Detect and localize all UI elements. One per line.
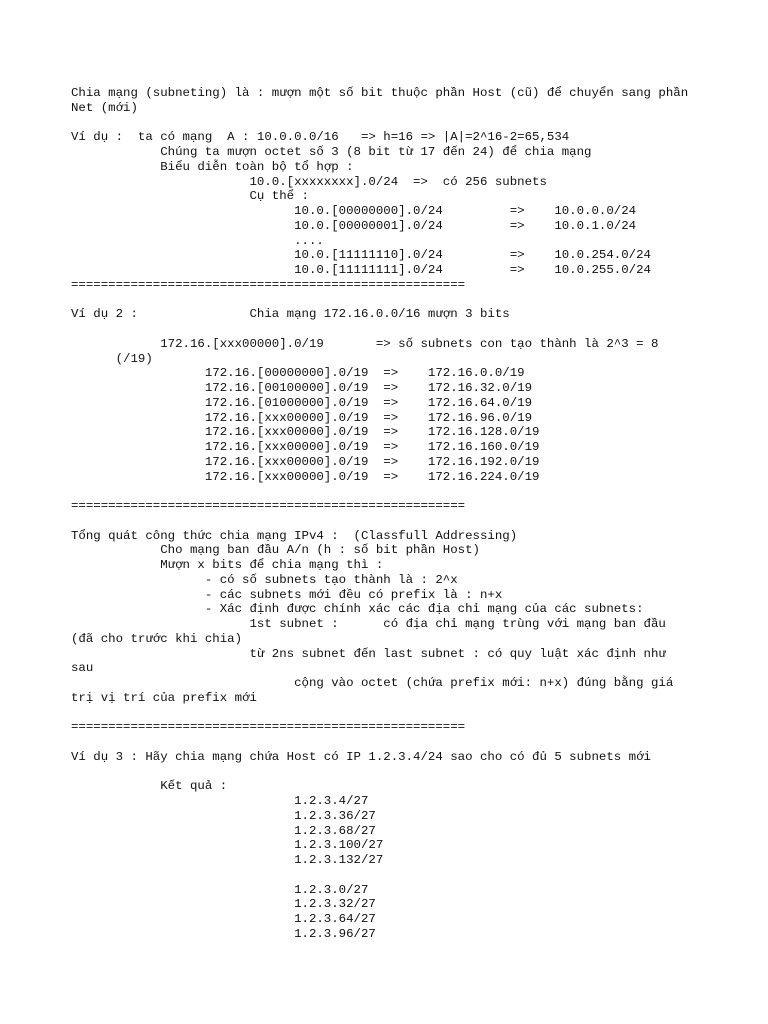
text-line: Cụ thể : [71,189,309,204]
text-line: 172.16.[xxx00000].0/19 => 172.16.96.0/19 [71,410,533,425]
text-line [71,765,688,780]
text-line: 172.16.[xxx00000].0/19 => số subnets con tạo thành là 2^3 = 8 [71,336,659,351]
text-line: 10.0.[11111111].0/24 => 10.0.255.0/24 [71,263,651,277]
text-line: 1.2.3.4/27 [71,794,369,808]
text-line: 10.0.[xxxxxxxx].0/24 => có 256 subnets [71,174,547,189]
text-line: Chia mạng (subneting) là : mượn một số bit thuộc phần Host (cũ) để chuyển sang phần [71,86,689,100]
text-line: 1st subnet : có địa chỉ mạng trùng với mạng ban đầu [71,617,666,631]
text-line [71,293,688,308]
text-line [71,514,688,529]
text-line: Ví dụ 3 : Hãy chia mạng chứa Host có IP 1.2.3.4/24 sao cho có đủ 5 subnets mới [71,749,651,764]
text-line: 10.0.[00000001].0/24 => 10.0.1.0/24 [71,218,637,233]
text-line: Kết quả : [71,779,228,794]
text-line: Mượn x bits để chia mạng thì : [71,558,384,572]
text-line: (đã cho trước khi chia) [71,631,243,646]
text-line: 1.2.3.36/27 [71,808,376,823]
text-line: 1.2.3.64/27 [71,912,376,926]
text-line: từ 2ns subnet đến last subnet : có quy luật xác định như [71,646,666,661]
text-line: 172.16.[01000000].0/19 => 172.16.64.0/19 [71,395,533,410]
text-line: 1.2.3.96/27 [71,926,376,941]
text-line: .... [71,233,324,248]
text-line: - Xác định được chính xác các địa chỉ mạng của các subnets: [71,602,644,617]
text-line: trị vị trí của prefix mới [71,690,257,705]
text-line: Cho mạng ban đầu A/n (h : số bit phần Host) [71,543,480,558]
text-line: 1.2.3.68/27 [71,823,376,838]
text-line [71,868,688,883]
text-line [71,735,688,750]
text-line: Ví dụ 2 : Chia mạng 172.16.0.0/16 mượn 3 bits [71,307,510,322]
text-line: 172.16.[xxx00000].0/19 => 172.16.128.0/19 [71,425,540,440]
text-line: Biểu diễn toàn bộ tổ hợp : [71,159,354,174]
text-line: 1.2.3.0/27 [71,882,369,897]
text-line: (/19) [71,351,153,366]
document-text [71,86,688,942]
text-line: 172.16.[xxx00000].0/19 => 172.16.192.0/19 [71,454,540,469]
text-line [71,116,688,131]
text-line: ===================================================== [71,720,466,735]
text-line: Tổng quát công thức chia mạng IPv4 : (Classfull Addressing) [71,528,518,543]
text-line: 1.2.3.100/27 [71,838,384,853]
text-line: 10.0.[11111110].0/24 => 10.0.254.0/24 [71,248,651,263]
text-line [71,484,688,499]
text-line: - có số subnets tạo thành là : 2^x [71,572,458,587]
text-line: 1.2.3.132/27 [71,853,384,867]
text-line: 172.16.[00100000].0/19 => 172.16.32.0/19 [71,381,533,395]
text-line: ===================================================== [71,499,466,513]
text-line: 172.16.[00000000].0/19 => 172.16.0.0/19 [71,366,525,381]
text-line: 10.0.[00000000].0/24 => 10.0.0.0/24 [71,204,637,218]
text-line [71,322,688,337]
text-line: Net (mới) [71,100,138,115]
text-line [71,706,688,721]
text-line: Ví dụ : ta có mạng A : 10.0.0.0/16 => h=16 => |A|=2^16-2=65,534 [71,130,570,145]
text-line: sau [71,661,94,676]
text-line: 1.2.3.32/27 [71,897,376,912]
text-line: Chúng ta mượn octet số 3 (8 bit từ 17 đến 24) để chia mạng [71,145,592,159]
text-line: cộng vào octet (chứa prefix mới: n+x) đúng bằng giá [71,676,674,690]
text-line: 172.16.[xxx00000].0/19 => 172.16.160.0/19 [71,440,540,454]
text-line: - các subnets mới đều có prefix là : n+x [71,587,503,602]
text-line: ===================================================== [71,277,466,292]
text-line: 172.16.[xxx00000].0/19 => 172.16.224.0/19 [71,469,540,484]
